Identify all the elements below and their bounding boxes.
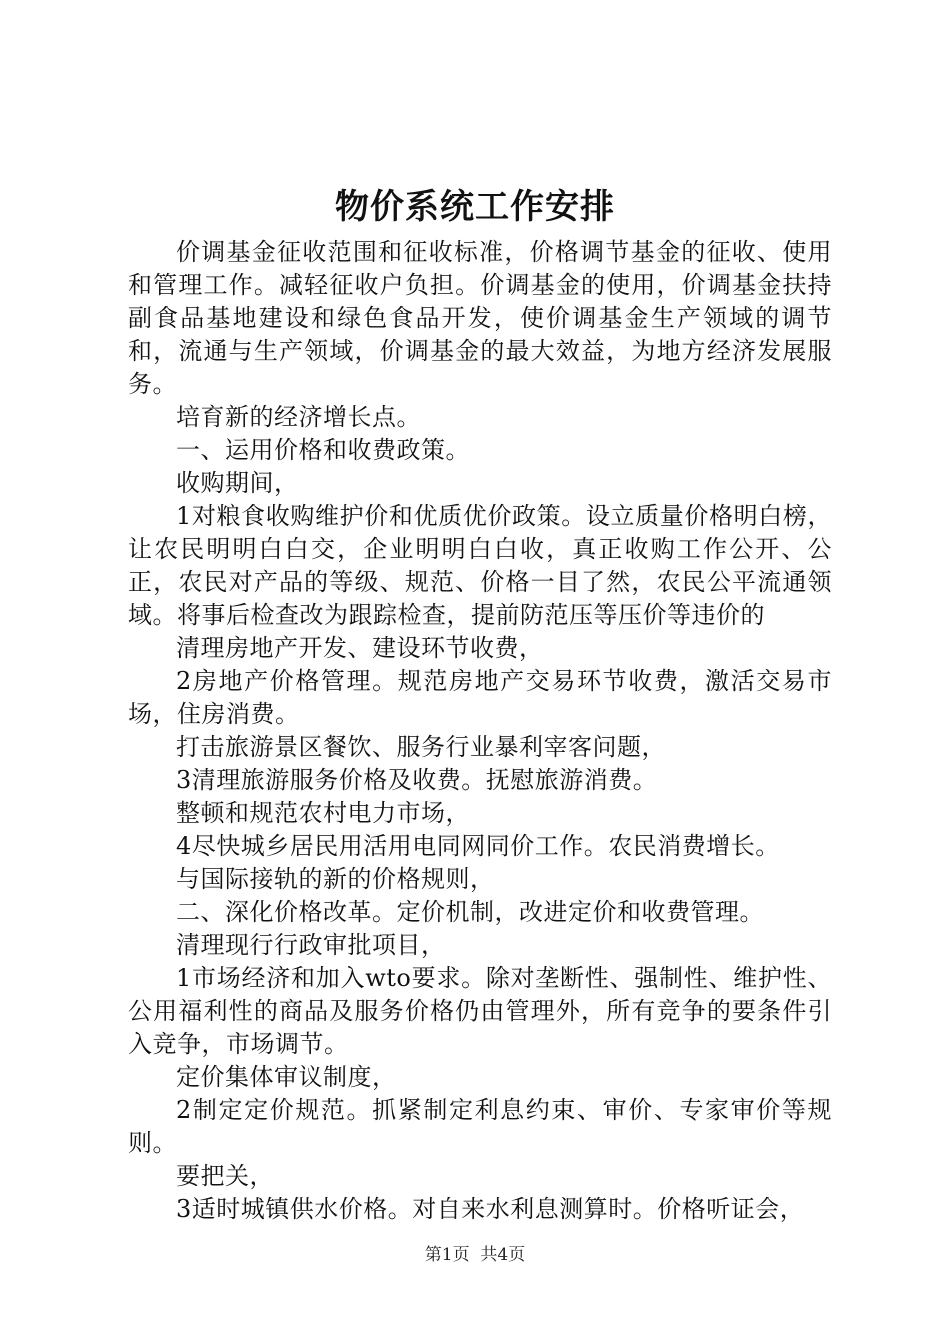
paragraph: 要把关， [176,1162,274,1190]
page-number: 第1页 [424,1245,470,1265]
paragraph: 定价集体审议制度， [176,1063,397,1091]
paragraph: 3适时城镇供水价格。对自来水利息测算时。价格听证会， [176,1195,805,1223]
paragraph: 收购期间， [176,469,299,497]
paragraph: 二、深化价格改革。定价机制，改进定价和收费管理。 [176,898,764,926]
paragraph: 培育新的经济增长点。 [176,403,421,431]
paragraph: 3清理旅游服务价格及收费。抚慰旅游消费。 [176,766,658,794]
paragraph: 一、运用价格和收费政策。 [176,436,470,464]
paragraph: 1市场经济和加入wto要求。除对垄断性、强制性、维护性、公用福利性的商品及服务价格仍由管理外，所有竞争的要条件引入竞争，市场调节。 [128,964,832,1058]
page-footer [0,1243,950,1267]
paragraph: 清理房地产开发、建设环节收费， [176,634,544,662]
footer-separator [470,1245,481,1265]
document-title: 物价系统工作安排 [335,187,615,227]
document-body [128,236,832,1226]
paragraph: 价调基金征收范围和征收标准，价格调节基金的征收、使用和管理工作。减轻征收户负担。价调基金的使用，价调基金扶持副食品基地建设和绿色食品开发，使价调基金生产领域的调节和，流通与生产领域，价调基金的最大效益，为地方经济发展服务。 [128,238,832,398]
paragraph: 2制定定价规范。抓紧制定利息约束、审价、专家审价等规则。 [128,1096,832,1157]
paragraph: 整顿和规范农村电力市场， [176,799,470,827]
paragraph: 清理现行行政审批项目， [176,931,446,959]
paragraph: 打击旅游景区餐饮、服务行业暴利宰客问题， [176,733,666,761]
page-total: 共4页 [480,1245,526,1265]
paragraph: 4尽快城乡居民用活用电同网同价工作。农民消费增长。 [176,832,780,860]
paragraph: 2房地产价格管理。规范房地产交易环节收费，激活交易市场，住房消费。 [128,667,832,728]
paragraph: 与国际接轨的新的价格规则， [176,865,495,893]
paragraph: 1对粮食收购维护价和优质优价政策。设立质量价格明白榜，让农民明明白白交，企业明明白白收，真正收购工作公开、公正，农民对产品的等级、规范、价格一目了然，农民公平流通领域。将事后检查改为跟踪检查，提前防范压等压价等违价的 [128,502,832,629]
